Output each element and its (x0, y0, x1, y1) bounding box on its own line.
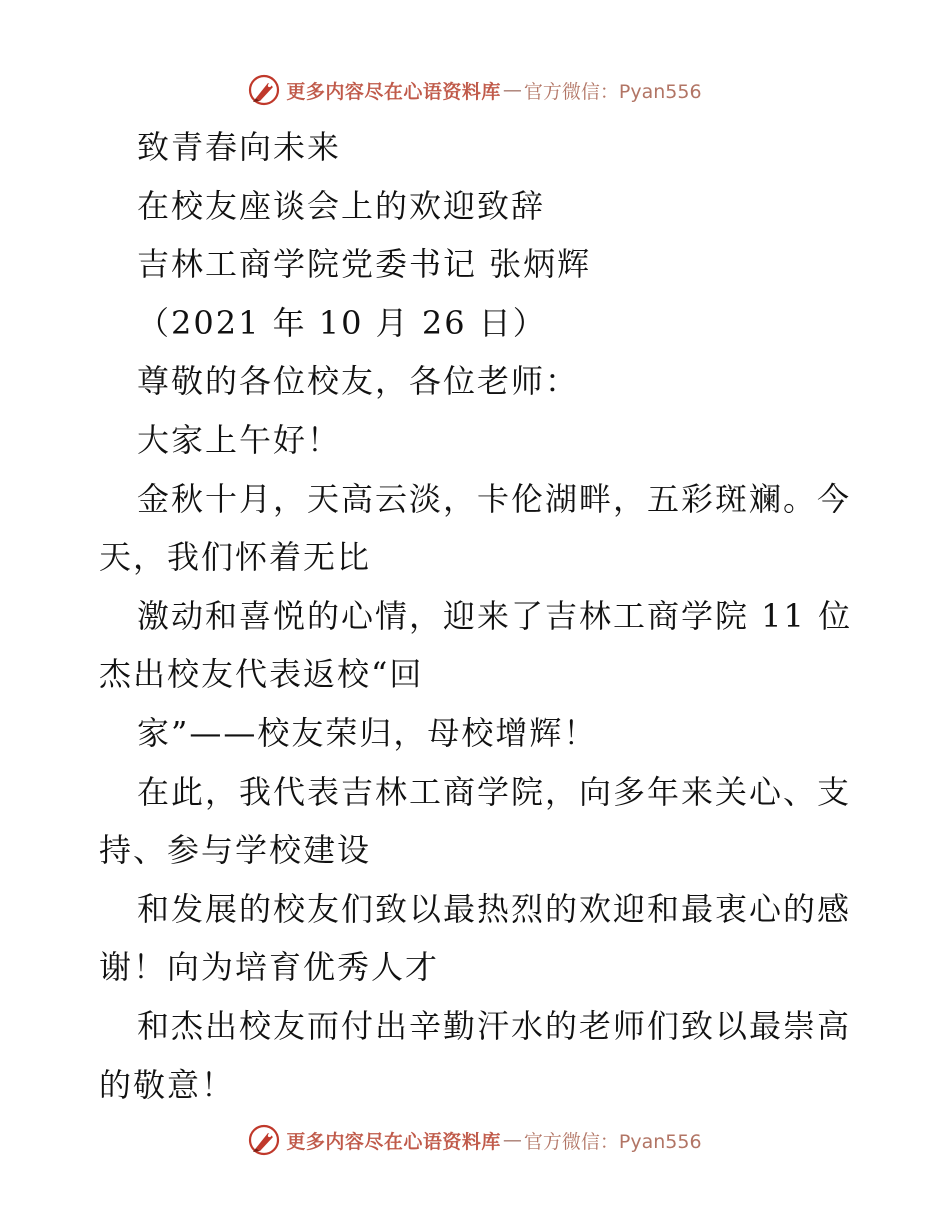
pen-nib-logo-icon (248, 74, 280, 106)
doc-author: 吉林工商学院党委书记 张炳辉 (137, 245, 592, 284)
pen-nib-logo-icon (248, 1124, 280, 1156)
banner-wechat-text: 官方微信：Pyan556 (523, 80, 702, 103)
doc-greeting: 大家上午好！ (137, 420, 342, 459)
doc-salutation: 尊敬的各位校友，各位老师： (137, 362, 580, 401)
doc-paragraph-line: 持、参与学校建设 (99, 831, 372, 870)
doc-paragraph-line: 谢！向为培育优秀人才 (99, 948, 440, 987)
footer-banner (0, 1120, 950, 1160)
footer-wechat-text: 官方微信：Pyan556 (523, 1130, 702, 1153)
doc-subtitle: 在校友座谈会上的欢迎致辞 (137, 186, 546, 225)
document-body (99, 118, 859, 1114)
doc-title: 致青春向未来 (137, 128, 342, 166)
doc-paragraph-line: 在此，我代表吉林工商学院，向多年来关心、支 (137, 772, 852, 811)
doc-paragraph-line: 和杰出校友而付出辛勤汗水的老师们致以最崇高 (137, 1006, 852, 1045)
doc-paragraph-line: 天，我们怀着无比 (99, 538, 372, 577)
banner-dash: — (502, 79, 522, 101)
doc-date: （2021 年 10 月 26 日） (137, 303, 547, 342)
doc-paragraph-line: 和发展的校友们致以最热烈的欢迎和最衷心的感 (137, 889, 852, 928)
doc-paragraph-line: 金秋十月，天高云淡，卡伦湖畔，五彩斑斓。今 (137, 479, 852, 518)
doc-paragraph-line: 杰出校友代表返校“回 (99, 655, 424, 694)
header-banner (0, 70, 950, 110)
doc-paragraph-line: 激动和喜悦的心情，迎来了吉林工商学院 11 位 (137, 596, 853, 635)
footer-dash: — (502, 1129, 522, 1151)
footer-site-text: 更多内容尽在心语资料库 (286, 1130, 501, 1153)
banner-site-text: 更多内容尽在心语资料库 (286, 80, 501, 103)
doc-paragraph-line: 家”——校友荣归，母校增辉！ (137, 713, 598, 752)
doc-paragraph-line: 的敬意！ (99, 1065, 236, 1104)
